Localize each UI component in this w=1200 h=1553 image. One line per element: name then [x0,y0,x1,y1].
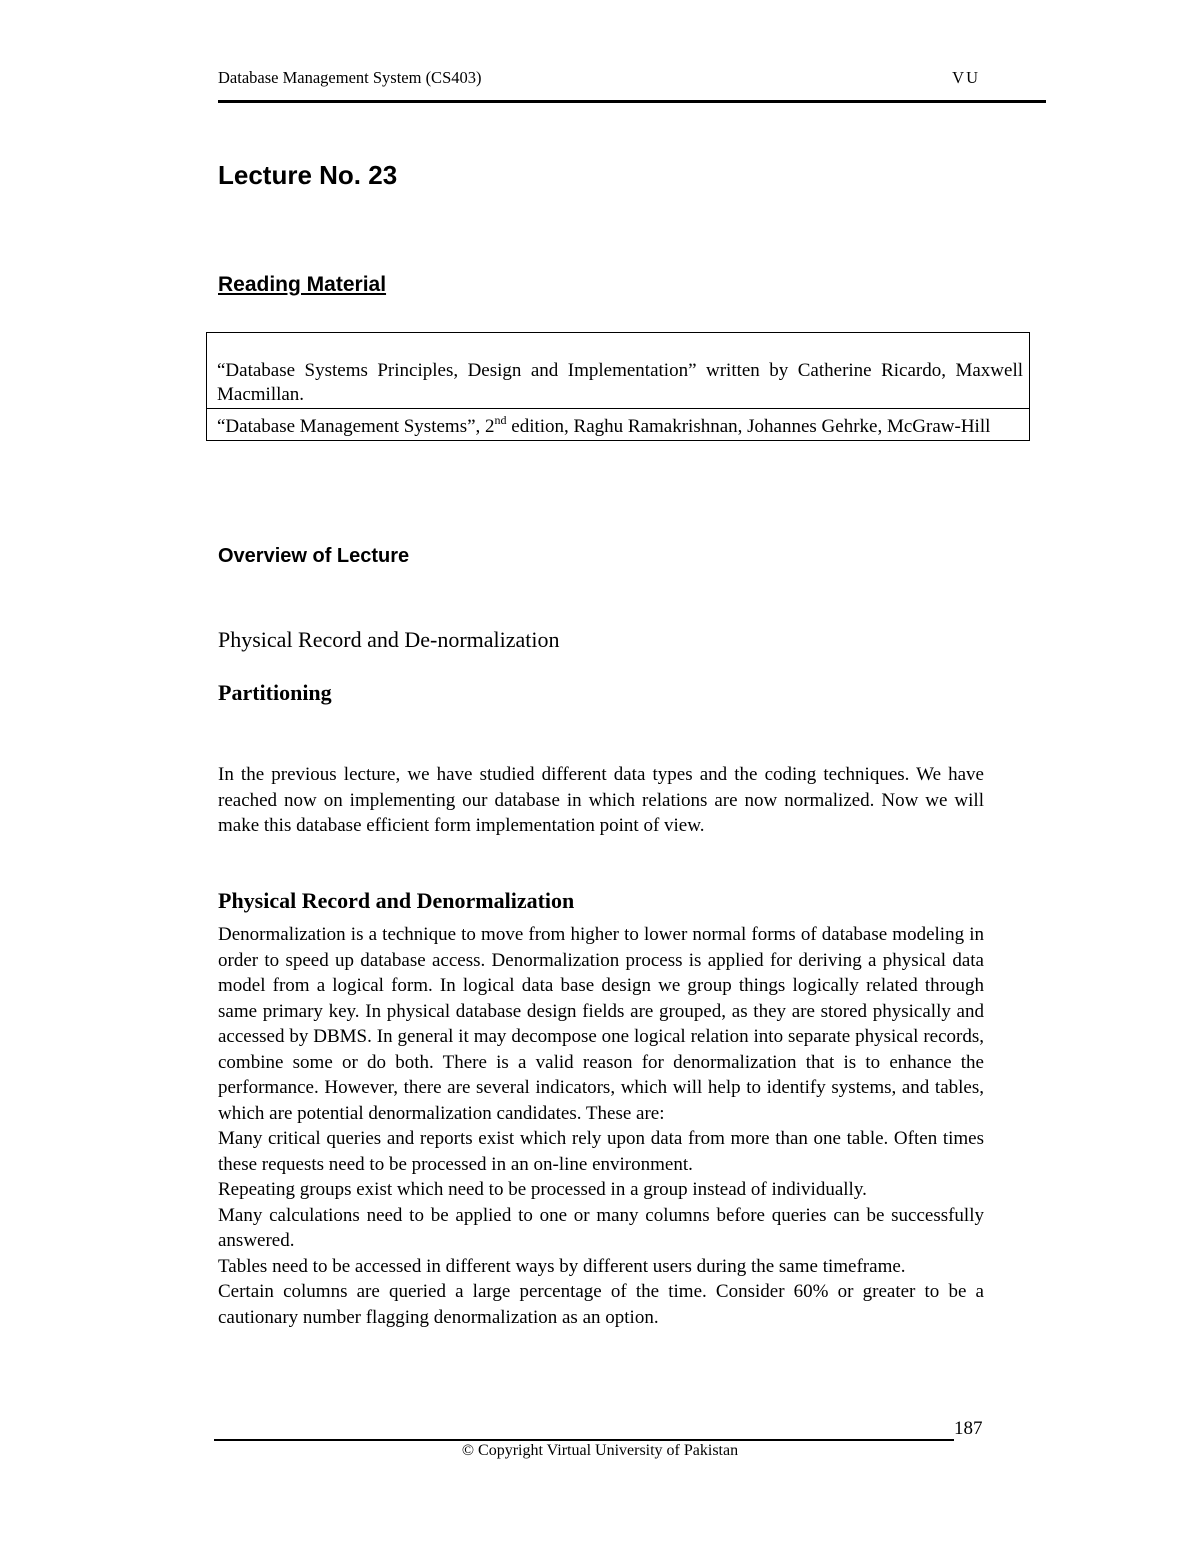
reading-material-table [206,332,1030,441]
reading-material-heading: Reading Material [218,273,387,296]
indicator-item: Repeating groups exist which need to be processed in a group instead of individually. [218,1179,867,1200]
indicator-item: Tables need to be accessed in different ways by different users during the same timeframe. [218,1255,906,1277]
reference-cell [207,409,1030,441]
ordinal-superscript: nd [494,412,507,427]
body-paragraph: Denormalization is a technique to move from higher to lower normal forms of database modeling in order to speed up database access. Denormalization process is applied for deriving a physical data model from a logical form. In logical data base design we group things logically related through same primary key. In physical database design fields are grouped, as they are stored physically and accessed by DBMS. In general it may decompose one logical relation into separate physical records, combine some or do both. There is a valid reason for denormalization that is to enhance the performance. However, there are several indicators, which will help to identify systems, and tables, which are potential denormalization candidates. These are: [218,924,984,1124]
reference-cell: “Database Systems Principles, Design and Implementation” written by Catherine Ricardo, Maxwell Macmillan. [207,333,1030,409]
indicator-item: Many critical queries and reports exist which rely upon data from more than one table. Often times these requests need to be processed in an on-line environment. [218,1128,984,1175]
overview-topic-partitioning: Partitioning [218,680,332,705]
overview-heading: Overview of Lecture [218,545,410,567]
page-number: 187 [954,1418,983,1439]
course-name: Database Management System (CS403) [218,68,482,87]
section-heading: Physical Record and Denormalization [218,888,575,913]
indicator-item: Certain columns are queried a large percentage of the time. Consider 60% or greater to be a cautionary number flagging denormalization as an option. [218,1281,984,1328]
reference-text: edition, Raghu Ramakrishnan, Johannes Gehrke, McGraw-Hill [506,416,991,437]
overview-topic-denormalization: Physical Record and De-normalization [218,627,560,652]
footer-divider [214,1439,954,1441]
reference-row [207,409,1030,441]
lecture-title: Lecture No. 23 [218,160,398,190]
reference-text: “Database Management Systems”, 2 [217,416,495,437]
running-header [218,66,1046,103]
indicator-item: Many calculations need to be applied to one or many columns before queries can be successfully answered. [218,1204,984,1251]
reference-row [207,333,1030,409]
institution-abbreviation: VU [952,68,980,87]
section-body [218,922,984,1330]
intro-paragraph: In the previous lecture, we have studied different data types and the coding techniques. We have reached now on implementing our database in which relations are now normalized. Now we will make this database efficient form implementation point of view. [218,764,984,836]
copyright-notice: © Copyright Virtual University of Pakistan [461,1442,739,1459]
